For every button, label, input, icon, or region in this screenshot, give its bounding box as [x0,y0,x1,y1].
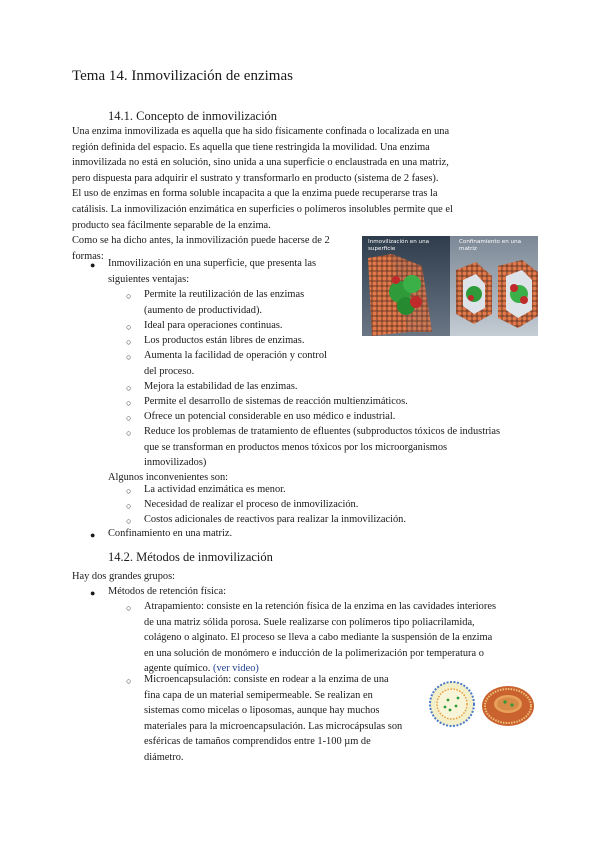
advantage-item: Ofrece un potencial considerable en uso médico e industrial. [144,411,396,422]
immobilization-figure [362,236,538,336]
circle-bullet: ○ [126,603,132,613]
text-line: de una matriz sólida porosa. Suele realizarse con polímeros tipo poliacrilamida, [144,616,475,628]
bullet-physical-retention: Métodos de retención física: [108,586,227,597]
text-line: colágeno o alginato. El proceso se lleva a cabo mediante la suspensión de la enzima [144,632,493,644]
advantage-item: Ideal para operaciones continuas. [144,320,283,331]
circle-bullet: ○ [126,383,132,393]
micelle-liposome-illustration [428,680,538,728]
text-line: Aumenta la facilidad de operación y control [144,350,327,361]
text-line: formas: [72,250,104,262]
figure-label-surface: Inmovilización en una superficie [368,239,430,252]
advantage-item: Permite el desarrollo de sistemas de reacción multienzimáticos. [144,396,408,407]
advantage-item [144,348,327,379]
con-item: Costos adicionales de reactivos para realizar la inmovilización. [144,514,406,525]
circle-bullet: ○ [126,676,132,686]
text-line: diámetro. [144,751,184,763]
text-line: pero dispuesta para adquirir el sustrato y transformarlo en producto (sistema de 2 fases). [72,172,439,184]
page-title: Tema 14. Inmovilización de enzimas [72,68,293,84]
microencapsulation-item [144,672,402,766]
circle-bullet: ○ [126,413,132,423]
text-line: región definida del espacio. Es aquella que tiene restringida la movilidad. Una enzima [72,141,430,153]
text-line: Atrapamiento: consiste en la retención física de la enzima en las cavidades interiores [144,601,496,612]
circle-bullet: ○ [126,398,132,408]
bullet-matrix: Confinamiento en una matriz. [108,528,233,539]
bullet-surface [108,256,316,287]
text-span: agente químico. [144,663,211,675]
cons-title: Algunos inconvenientes son: [108,472,229,483]
circle-bullet: ○ [126,486,132,496]
circle-bullet: ○ [126,291,132,301]
section-heading-2: 14.2. Métodos de inmovilización [108,550,273,564]
circle-bullet: ○ [126,516,132,526]
text-line: Una enzima inmovilizada es aquella que ha sido físicamente confinada o localizada en una [72,126,450,137]
text-line: inmovilizados) [144,457,207,469]
text-line: materiales para la microencapsulación. Las microcápsulas son [144,720,403,732]
text-line: que se transforman en productos menos tóxicos por los microorganismos [144,441,448,453]
entrapment-item [144,599,496,677]
circle-bullet: ○ [126,337,132,347]
text-line: en una solución de monómero e inducción de la polimerización por temperatura o [144,647,484,659]
figure-label-matrix: Confinamiento en una matriz [459,239,522,252]
methods-intro: Hay dos grandes grupos: [72,571,176,582]
bullet-dot: ● [90,260,96,270]
advantage-item: Mejora la estabilidad de las enzimas. [144,381,298,392]
bullet-dot: ● [90,588,96,598]
section-heading-1: 14.1. Concepto de inmovilización [108,109,278,123]
advantage-item: Los productos están libres de enzimas. [144,335,305,346]
circle-bullet: ○ [126,352,132,362]
advantage-item [144,424,500,471]
text-line: El uso de enzimas en forma soluble incapacita a que la enzima puede recuperarse tras la [72,188,438,200]
text-line: (aumento de productividad). [144,304,263,316]
microcapsule-figure [428,680,538,728]
text-line: siguientes ventajas: [108,273,190,285]
text-line: inmovilizada no está en solución, sino unida a una superficie o enclaustrada en una matriz, [72,157,449,169]
bullet-dot: ● [90,530,96,540]
text-line: Como se ha dicho antes, la inmovilización puede hacerse de 2 [72,235,330,247]
text-line: catálisis. La inmovilización enzimática en superficies o polímeros insolubles permite que el [72,203,453,215]
circle-bullet: ○ [126,322,132,332]
text-line: esféricas de tamaños comprendidos entre 1-100 µm de [144,736,371,748]
text-line: Permite la reutilización de las enzimas [144,289,305,300]
con-item: La actividad enzimática es menor. [144,484,286,495]
advantage-item [144,287,304,318]
circle-bullet: ○ [126,428,132,438]
text-line: fina capa de un material semipermeable. Se realizan en [144,689,373,701]
text-line: Microencapsulación: consiste en rodear a la enzima de una [144,674,389,685]
circle-bullet: ○ [126,501,132,511]
text-line: producto sea fácilmente separable de la enzima. [72,219,271,231]
con-item: Necesidad de realizar el proceso de inmovilización. [144,499,359,510]
text-line: sistemas como micelas o liposomas, aunque hay muchos [144,705,380,717]
text-line: Inmovilización en una superficie, que presenta las [108,258,317,269]
text-line: Reduce los problemas de tratamiento de efluentes (subproductos tóxicos de industrias [144,426,501,437]
video-link[interactable]: (ver video) [212,663,259,675]
text-line: del proceso. [144,365,195,377]
